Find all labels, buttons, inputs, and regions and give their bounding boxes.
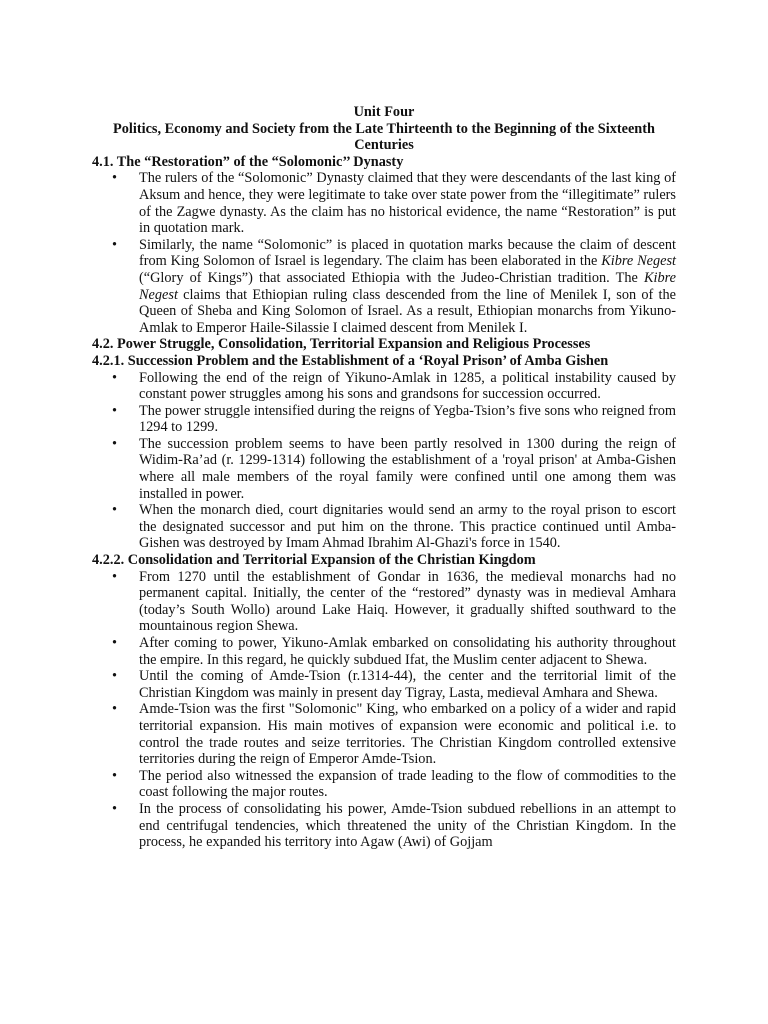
list-item: [92, 569, 676, 635]
bullet-list-4-2-2: [92, 569, 676, 851]
list-item-text: The succession problem seems to have been partly resolved in 1300 during the reign of Widim-Ra’ad (r. 1299-1314) following the establishment of a 'royal prison' at Amba-Gishen where all male members of the royal family were confined until one among them was installed in power.: [139, 435, 676, 502]
list-item-text: Amde-Tsion was the first "Solomonic" King, who embarked on a policy of a wider and rapid territorial expansion. His main motives of expansion were economic and political i.e. to control the trade routes and seize territories. The Christian Kingdom controlled extensive territories during the reign of Emperor Amde-Tsion.: [139, 701, 676, 768]
bullet-icon: •: [112, 402, 118, 419]
list-item: [92, 237, 676, 337]
list-item-text: Similarly, the name “Solomonic” is placed in quotation marks because the claim of descent from King Solomon of Israel is legendary. The claim has been elaborated in the Kibre Negest (“Glory of Kings”) that associated Ethiopia with the Judeo-Christian tradition. The Kibre Negest claims that Ethiopian ruling class descended from the line of Menilek I, son of the Queen of Sheba and King Solomon of Israel. As a result, Ethiopian monarchs from Yikuno- Amlak to Emperor Haile-Silassie I claimed descent from Menilek I.: [139, 236, 676, 336]
list-item-text: In the process of consolidating his power, Amde-Tsion subdued rebellions in an attempt to end centrifugal tendencies, which threatened the unity of the Christian Kingdom. In the process, he expanded his territory into Agaw (Awi) of Gojjam: [139, 800, 676, 851]
bullet-icon: •: [112, 767, 118, 784]
list-item: [92, 768, 676, 801]
book-title: Kibre Negest: [139, 269, 676, 303]
list-item-text: The power struggle intensified during the reigns of Yegba-Tsion’s five sons who reigned from 1294 to 1299.: [139, 402, 676, 436]
unit-title: Unit Four: [353, 104, 415, 120]
list-item: [92, 370, 676, 403]
list-item-text: The rulers of the “Solomonic” Dynasty claimed that they were descendants of the last king of Aksum and hence, they were legitimate to take over state power from the “illegitimate” rulers of the Zagwe dynasty. As the claim has no historical evidence, the name “Restoration” is put in quotation mark.: [139, 170, 676, 237]
bullet-icon: •: [112, 635, 118, 651]
bullet-list-4-2-1: [92, 370, 676, 553]
bullet-icon: •: [112, 435, 118, 452]
list-item: [92, 170, 676, 236]
list-item-text: After coming to power, Yikuno-Amlak embarked on consolidating his authority throughout the empire. In this regard, he quickly subdued Ifat, the Muslim center adjacent to Shewa.: [139, 635, 676, 668]
bullet-icon: •: [112, 800, 118, 817]
list-item: [92, 668, 676, 701]
list-item: [92, 436, 676, 502]
list-item: [92, 701, 676, 767]
bullet-list-4-1: [92, 170, 676, 336]
bullet-icon: •: [112, 568, 118, 585]
main-title: Politics, Economy and Society from the Late Thirteenth to the Beginning of the Sixteenth Centuries: [113, 120, 655, 154]
list-item-text: From 1270 until the establishment of Gondar in 1636, the medieval monarchs had no permanent capital. Initially, the center of the “restored” dynasty was in medieval Amhara (today’s South Wollo) around Lake Haiq. However, it gradually shifted southward to the mountainous region Shewa.: [139, 568, 676, 635]
section-heading-4-1: 4.1. The “Restoration” of the “Solomonic’’ Dynasty: [92, 153, 404, 170]
list-item-text: Until the coming of Amde-Tsion (r.1314-44), the center and the territorial limit of the Christian Kingdom was mainly in present day Tigray, Lasta, medieval Amhara and Shewa.: [139, 668, 676, 701]
bullet-icon: •: [112, 236, 118, 253]
bullet-icon: •: [112, 668, 118, 685]
page-content: [92, 104, 676, 851]
list-item: [92, 635, 676, 668]
list-item-text: When the monarch died, court dignitaries would send an army to the royal prison to escort the designated successor and put him on the throne. This practice continued until Amba-Gishen was destroyed by Imam Ahmad Ibrahim Al-Ghazi's force in 1540.: [139, 502, 676, 552]
list-item: [92, 502, 676, 552]
section-heading-4-2-2: 4.2.2. Consolidation and Territorial Expansion of the Christian Kingdom: [92, 552, 536, 569]
bullet-icon: •: [112, 502, 118, 519]
bullet-icon: •: [112, 701, 118, 718]
section-heading-4-2-1: 4.2.1. Succession Problem and the Establishment of a ‘Royal Prison’ of Amba Gishen: [92, 352, 609, 369]
list-item-text: Following the end of the reign of Yikuno-Amlak in 1285, a political instability caused by constant power struggles among his sons and grandsons for succession occurred.: [139, 369, 676, 403]
bullet-icon: •: [112, 369, 118, 386]
bullet-icon: •: [112, 170, 118, 187]
section-heading-4-2: 4.2. Power Struggle, Consolidation, Territorial Expansion and Religious Processes: [92, 336, 591, 353]
book-title: Kibre Negest: [601, 253, 676, 270]
list-item: [92, 403, 676, 436]
list-item: [92, 801, 676, 851]
list-item-text: The period also witnessed the expansion of trade leading to the flow of commodities to the coast following the major routes.: [139, 767, 676, 801]
